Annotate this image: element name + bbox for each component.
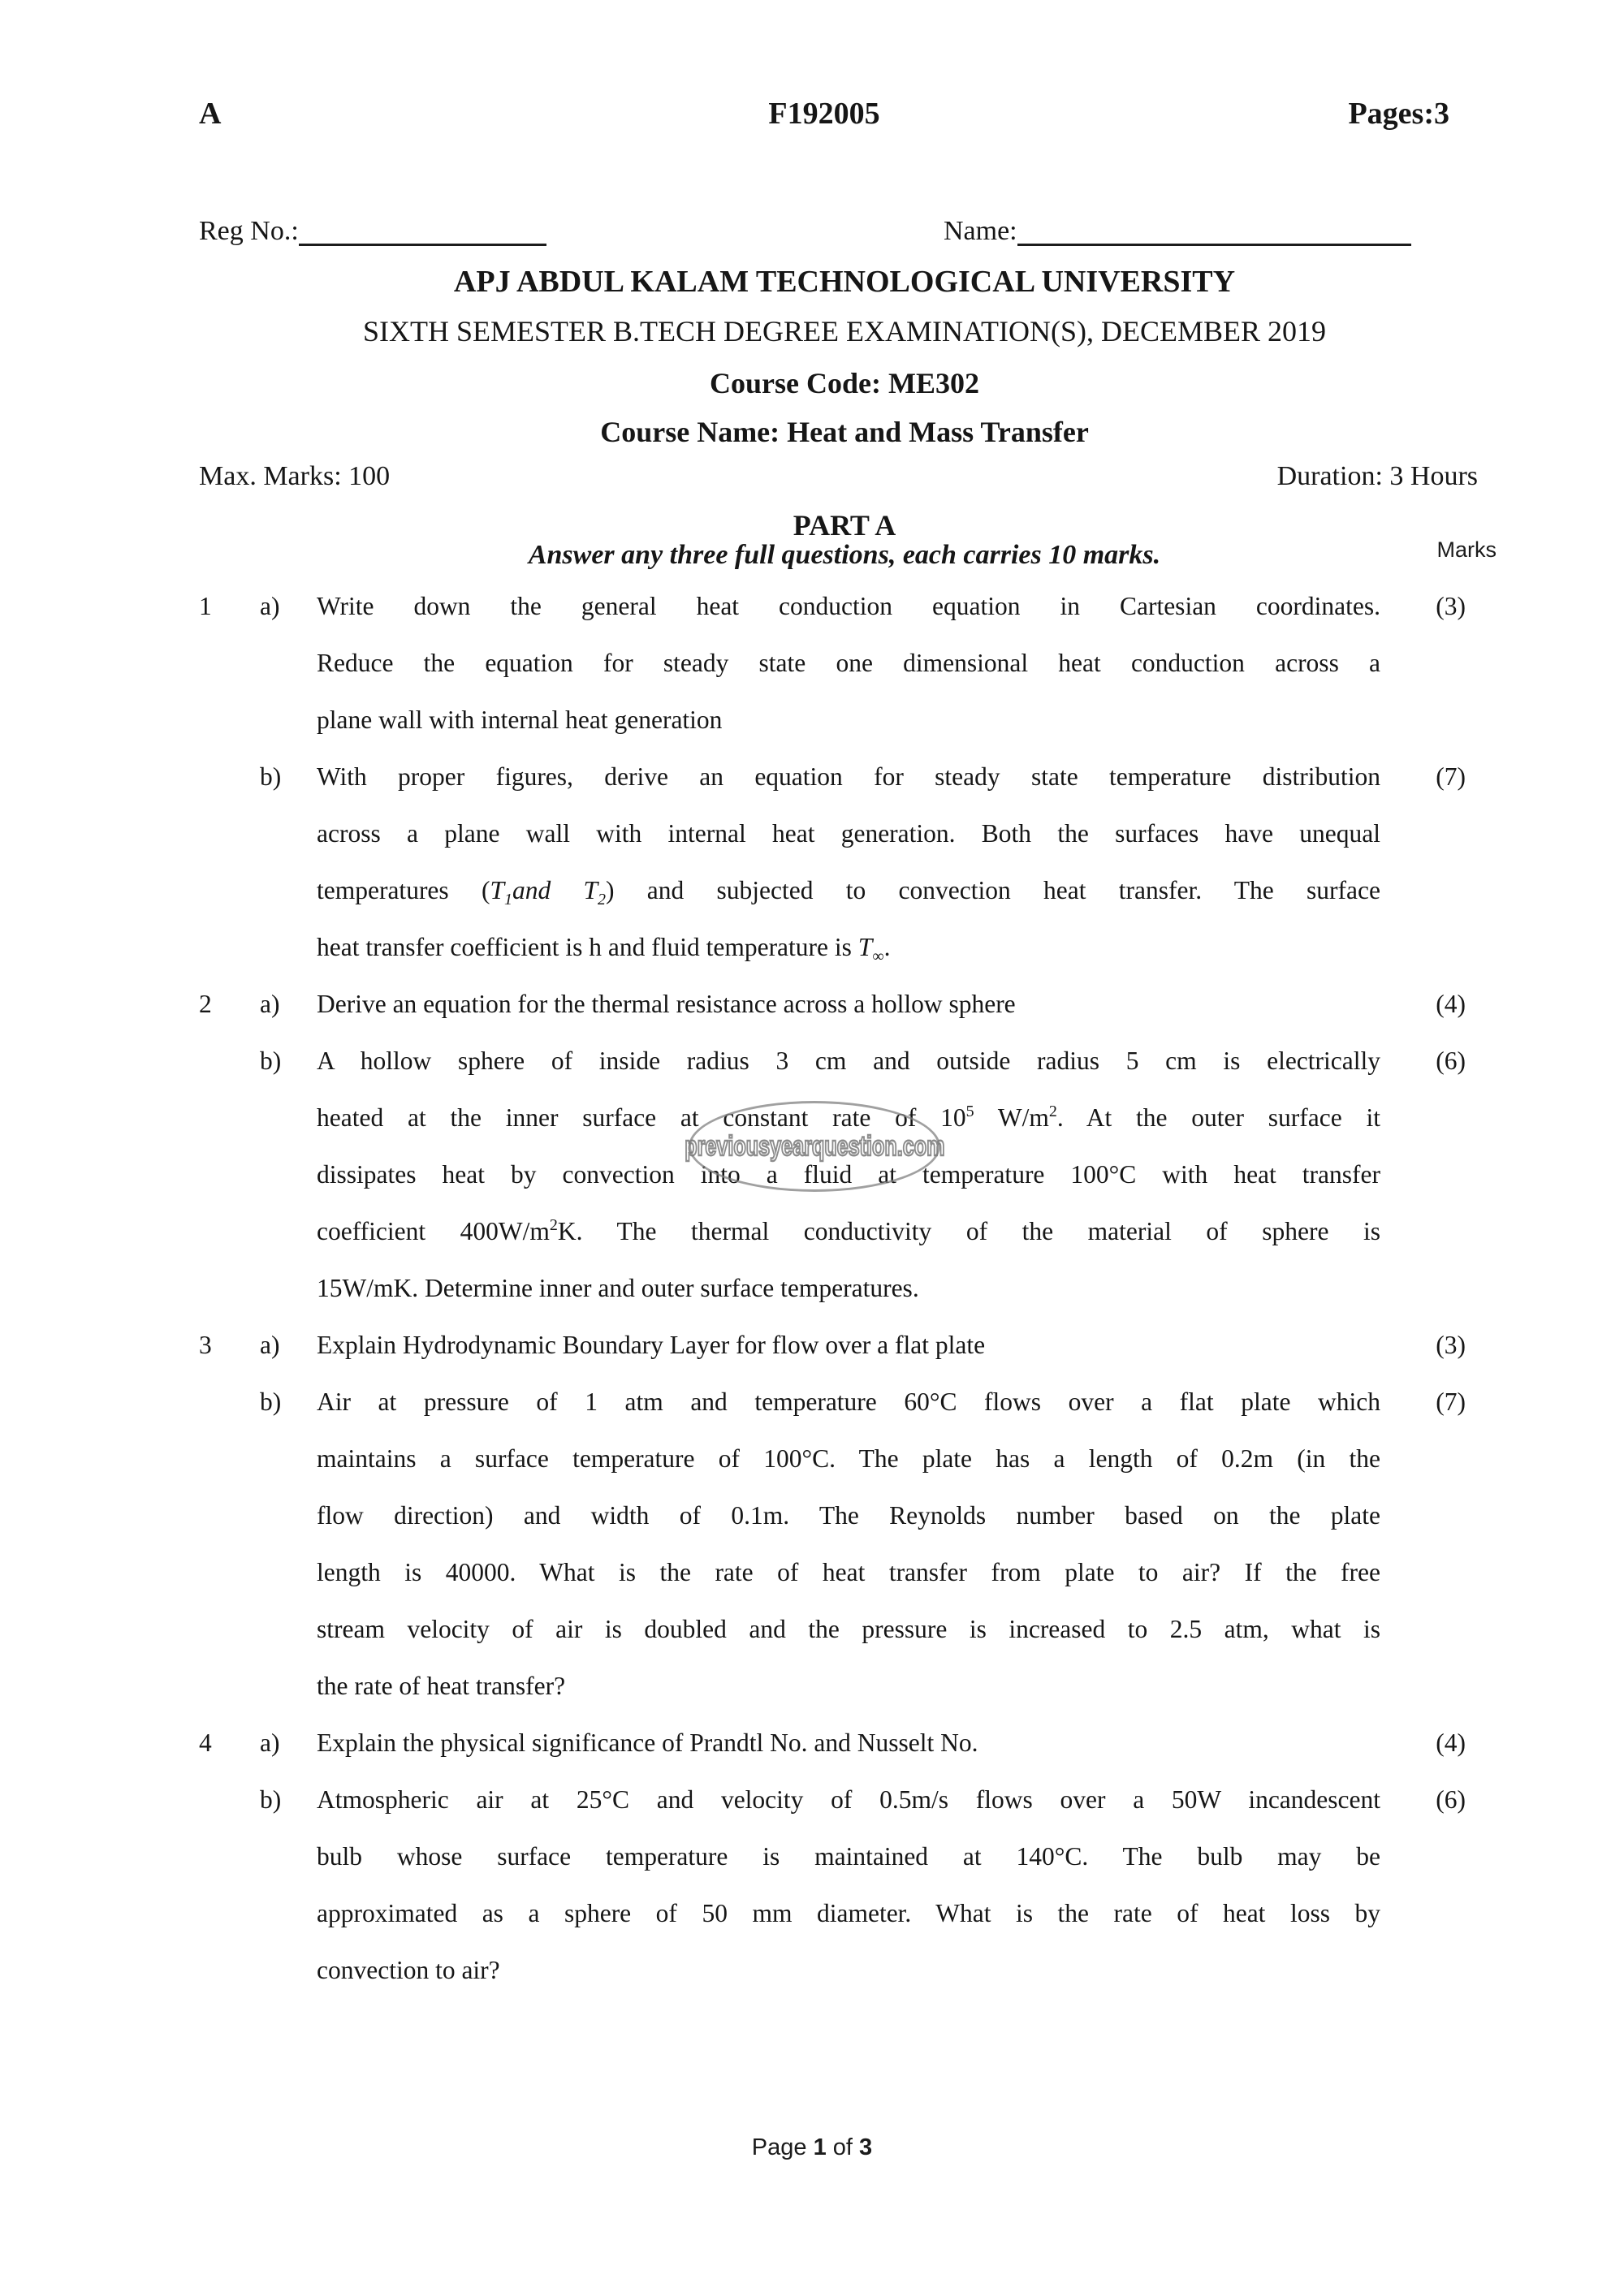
page-header-row xyxy=(199,96,1449,132)
max-marks-label: Max. Marks: 100 xyxy=(199,461,391,491)
part-marks: (7) xyxy=(1436,762,1466,791)
footer-page-prefix: Page xyxy=(751,2134,814,2160)
text-line: maintains a surface temperature of 100°C. The plate has a length of 0.2m (in the xyxy=(317,1444,1380,1473)
part-letter: a) xyxy=(260,592,280,620)
text-line: Reduce the equation for steady state one dimensional heat conduction across a xyxy=(317,649,1380,677)
text-line: flow direction) and width of 0.1m. The Reynolds number based on the plate xyxy=(317,1501,1380,1530)
part-a-heading: PART A xyxy=(793,509,896,542)
question-part-row xyxy=(199,1772,1466,1999)
marks-column-header: Marks xyxy=(1436,537,1497,562)
marks-duration-row xyxy=(199,460,1478,494)
text-line: A hollow sphere of inside radius 3 cm and outside radius 5 cm is electrically xyxy=(317,1047,1380,1075)
text-line: With proper figures, derive an equation for steady state temperature distribution xyxy=(317,762,1380,791)
reg-no-blank-line xyxy=(299,244,546,246)
part-marks: (4) xyxy=(1436,990,1466,1018)
page-footer xyxy=(0,2132,1624,2163)
text-line: temperatures ($T_1and$ $T_2$) and subjected to convection heat transfer. The surface xyxy=(317,876,1380,908)
part-marks: (4) xyxy=(1436,1728,1466,1757)
text-line: dissipates heat by convection into a fluid at temperature 100°C with heat transfer xyxy=(317,1160,1380,1189)
question-part-row xyxy=(199,1033,1466,1317)
part-letter: b) xyxy=(260,762,282,791)
text-line: Atmospheric air at 25°C and velocity of 0.5m/s flows over a 50W incandescent xyxy=(317,1785,1380,1814)
text-line: stream velocity of air is doubled and the pressure is increased to 2.5 atm, what is xyxy=(317,1615,1380,1643)
part-letter: b) xyxy=(260,1388,282,1416)
text-line: Air at pressure of 1 atm and temperature 60°C flows over a flat plate which xyxy=(317,1388,1380,1416)
question-part-row xyxy=(199,1374,1466,1715)
questions-list xyxy=(199,578,1466,1999)
text-line: Explain the physical significance of Prandtl No. and Nusselt No. xyxy=(317,1728,978,1757)
part-marks: (3) xyxy=(1436,1331,1466,1359)
footer-of-label: of xyxy=(826,2134,860,2160)
part-text xyxy=(317,578,1380,749)
part-letter: a) xyxy=(260,1331,280,1359)
text-line: Explain Hydrodynamic Boundary Layer for flow over a flat plate xyxy=(317,1331,986,1359)
part-text xyxy=(317,749,1380,976)
text-line: Write down the general heat conduction equation in Cartesian coordinates. xyxy=(317,592,1380,620)
part-marks: (6) xyxy=(1436,1047,1466,1075)
name-field xyxy=(944,213,1411,250)
part-letter: a) xyxy=(260,1728,280,1757)
part-letter: b) xyxy=(260,1785,282,1814)
name-blank-line xyxy=(1017,244,1411,246)
part-text xyxy=(317,976,1380,1033)
part-text xyxy=(317,1772,1380,1999)
question-number: 4 xyxy=(199,1728,212,1757)
text-line: the rate of heat transfer? xyxy=(317,1672,566,1700)
part-text xyxy=(317,1715,1380,1772)
part-marks: (7) xyxy=(1436,1388,1466,1416)
course-code: Course Code: ME302 xyxy=(710,367,979,399)
name-label: Name: xyxy=(944,216,1017,246)
paper-code: F192005 xyxy=(768,97,880,131)
part-a-instruction: Answer any three full questions, each carries 10 marks. xyxy=(528,540,1161,570)
duration-label: Duration: 3 Hours xyxy=(1276,461,1478,491)
reg-name-row xyxy=(199,213,1466,250)
university-title: APJ ABDUL KALAM TECHNOLOGICAL UNIVERSITY xyxy=(453,265,1236,299)
part-text xyxy=(317,1317,1380,1374)
text-line: bulb whose surface temperature is maintained at 140°C. The bulb may be xyxy=(317,1842,1380,1871)
question-part-row xyxy=(199,1715,1466,1772)
question-part-row xyxy=(199,1317,1466,1374)
part-marks: (3) xyxy=(1436,592,1466,620)
part-text xyxy=(317,1033,1380,1317)
question-number: 2 xyxy=(199,990,212,1018)
text-line: heated at the inner surface at constant rate of $10^5$ $W/m^2$. At the outer surface it xyxy=(317,1103,1380,1132)
part-text xyxy=(317,1374,1380,1715)
text-line: coefficient $400W/m^2K$. The thermal conductivity of the material of sphere is xyxy=(317,1216,1381,1245)
text-line: 15W/mK. Determine inner and outer surface temperatures. xyxy=(317,1274,919,1302)
paper-version-label: A xyxy=(199,97,222,131)
reg-no-label: Reg No.: xyxy=(199,216,299,246)
text-line: Derive an equation for the thermal resistance across a hollow sphere xyxy=(317,990,1016,1018)
part-letter: b) xyxy=(260,1047,282,1075)
question-number: 3 xyxy=(199,1331,212,1359)
text-line: approximated as a sphere of 50 mm diameter. What is the rate of heat loss by xyxy=(317,1899,1380,1927)
text-line: across a plane wall with internal heat generation. Both the surfaces have unequal xyxy=(317,819,1380,848)
reg-no-field xyxy=(199,216,546,246)
question-part-row xyxy=(199,578,1466,749)
text-line: convection to air? xyxy=(317,1956,500,1984)
footer-page-number: 1 xyxy=(813,2134,827,2160)
question-part-row xyxy=(199,976,1466,1033)
question-part-row xyxy=(199,749,1466,976)
text-line: heat transfer coefficient is h and fluid temperature is $T_\infty$. xyxy=(317,933,891,965)
exam-title: SIXTH SEMESTER B.TECH DEGREE EXAMINATION(S), DECEMBER 2019 xyxy=(363,315,1326,347)
footer-page-total: 3 xyxy=(859,2134,873,2160)
text-line: plane wall with internal heat generation xyxy=(317,706,723,734)
pages-count-label: Pages:3 xyxy=(1348,97,1449,131)
text-line: length is 40000. What is the rate of heat transfer from plate to air? If the free xyxy=(317,1558,1380,1586)
watermark-text: previousyearquestion.com xyxy=(684,1130,945,1162)
part-letter: a) xyxy=(260,990,280,1018)
course-name: Course Name: Heat and Mass Transfer xyxy=(600,416,1089,448)
part-marks: (6) xyxy=(1436,1785,1466,1814)
question-number: 1 xyxy=(199,592,212,620)
